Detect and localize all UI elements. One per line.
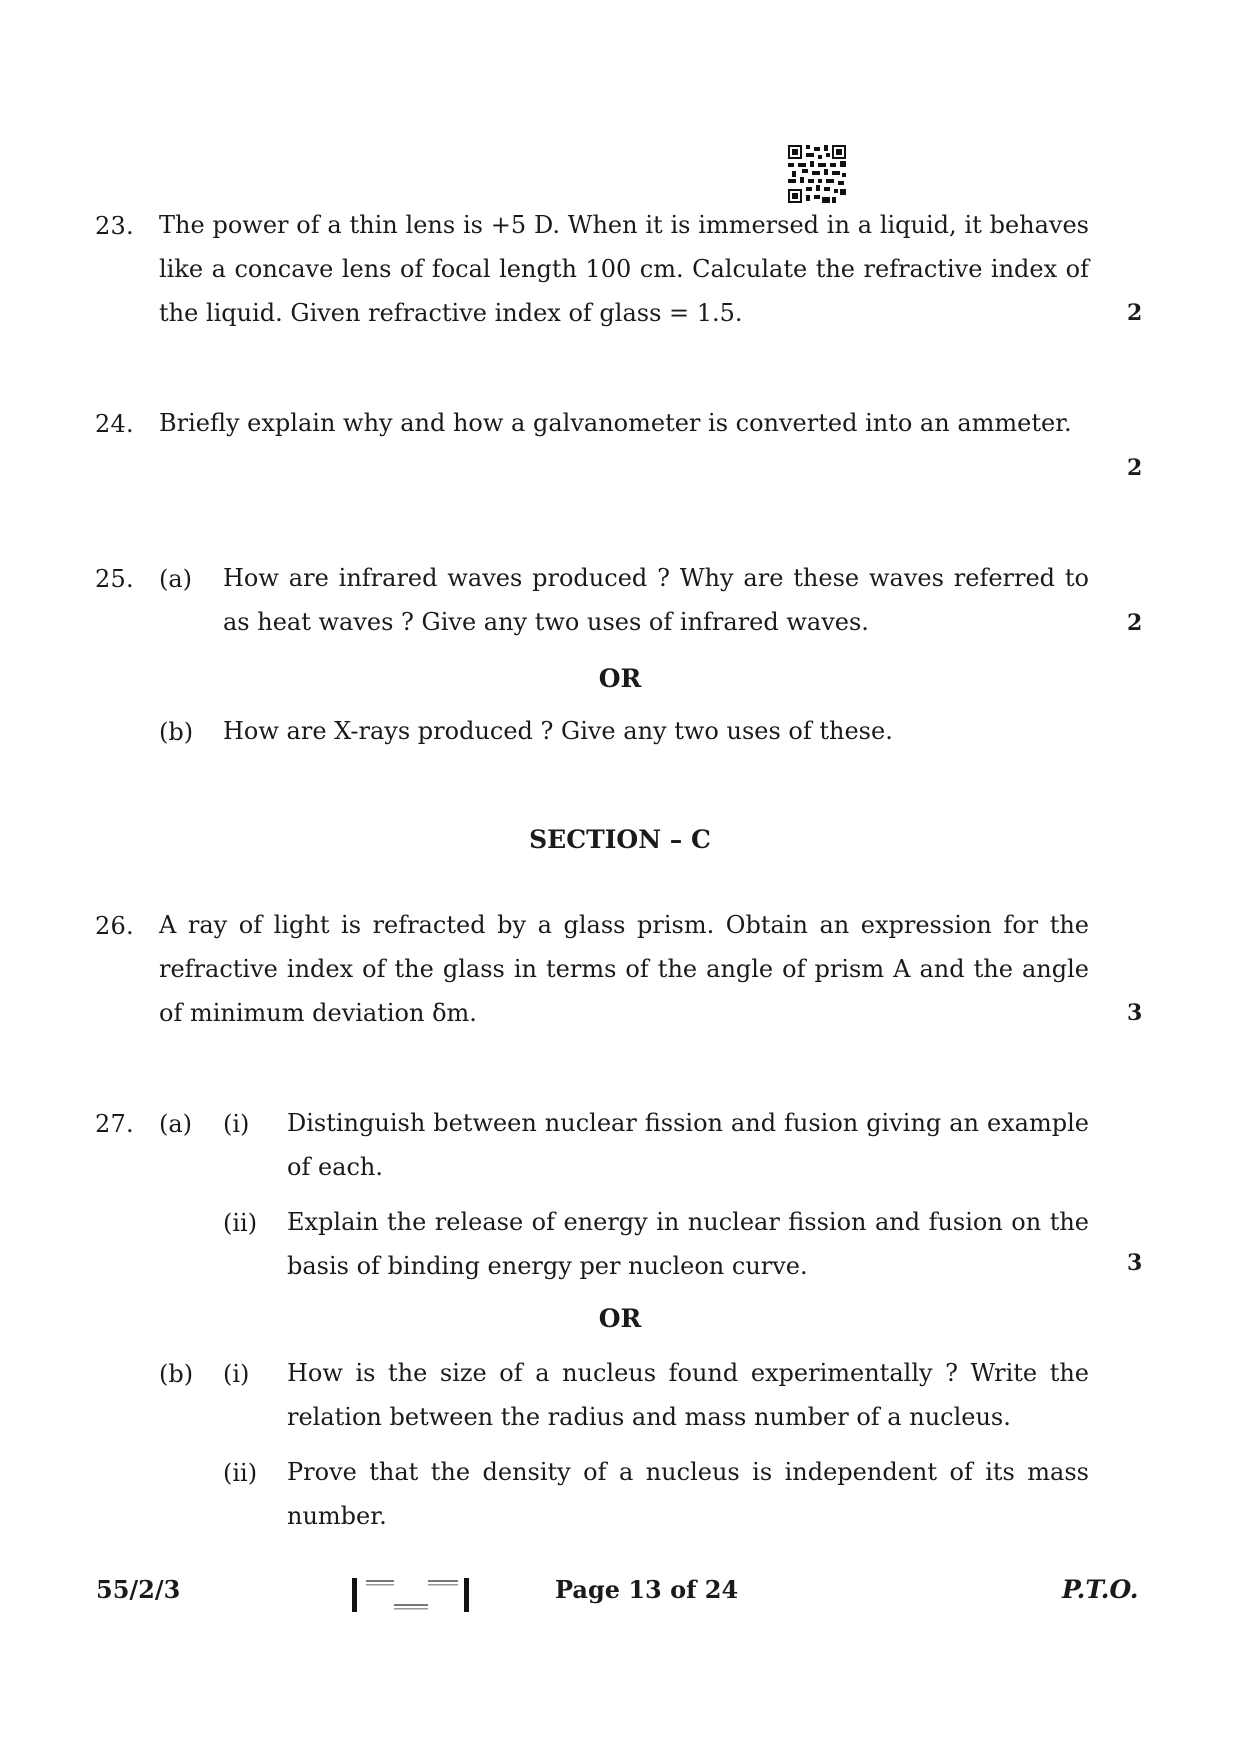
question-24-number: 24.: [95, 410, 134, 438]
question-25-a-text: How are infrared waves produced ? Why are these waves referred to as heat waves ? Give any two uses of infrared waves.: [223, 564, 1089, 636]
question-27-a-label: (a): [159, 1110, 193, 1138]
question-25-a-label: (a): [159, 565, 193, 593]
question-26-marks: 3: [1127, 1000, 1143, 1026]
question-24-text: Briefly explain why and how a galvanometer is converted into an ammeter.: [159, 409, 1072, 437]
question-27-b-i-text: How is the size of a nucleus found experimentally ? Write the relation between the radius and mass number of a nucleus.: [287, 1359, 1089, 1431]
question-27-or: OR: [598, 1304, 642, 1333]
question-23-text: The power of a thin lens is +5 D. When it is immersed in a liquid, it behaves like a concave lens of focal length 100 cm. Calculate the refractive index of the liquid. Given refractive index of glass = 1.5.: [159, 211, 1089, 327]
question-26-number: 26.: [95, 912, 134, 940]
question-27-a-i-text: Distinguish between nuclear fission and fusion giving an example of each.: [287, 1109, 1089, 1181]
question-27-b-ii-text: Prove that the density of a nucleus is independent of its mass number.: [287, 1458, 1089, 1530]
question-24-marks: 2: [1127, 455, 1143, 481]
question-23-marks: 2: [1127, 300, 1143, 326]
page-number: Page 13 of 24: [555, 1575, 739, 1604]
question-25-b-text: How are X-rays produced ? Give any two uses of these.: [223, 717, 893, 745]
question-27-a-ii-text: Explain the release of energy in nuclear fission and fusion on the basis of binding energy per nucleon curve.: [287, 1208, 1089, 1280]
question-27-a-i-label: (i): [223, 1110, 250, 1138]
qr-code-icon: [788, 144, 846, 204]
question-25-number: 25.: [95, 565, 134, 593]
section-c-heading: SECTION – C: [529, 825, 711, 854]
paper-code: 55/2/3: [96, 1575, 181, 1604]
barcode-icon: [352, 1574, 470, 1614]
question-27-b-i-label: (i): [223, 1360, 250, 1388]
question-27-b-label: (b): [159, 1360, 194, 1388]
question-25-b-label: (b): [159, 718, 194, 746]
question-27-number: 27.: [95, 1110, 134, 1138]
question-27-b-ii-label: (ii): [223, 1459, 258, 1487]
question-25-marks: 2: [1127, 610, 1143, 636]
question-26-text: A ray of light is refracted by a glass prism. Obtain an expression for the refractive index of the glass in terms of the angle of prism A and the angle of minimum deviation δm.: [159, 911, 1089, 1027]
question-27-marks: 3: [1127, 1250, 1143, 1276]
pto-label: P.T.O.: [1062, 1575, 1139, 1604]
question-27-a-ii-label: (ii): [223, 1209, 258, 1237]
question-25-or: OR: [598, 664, 642, 693]
question-23-number: 23.: [95, 212, 134, 240]
